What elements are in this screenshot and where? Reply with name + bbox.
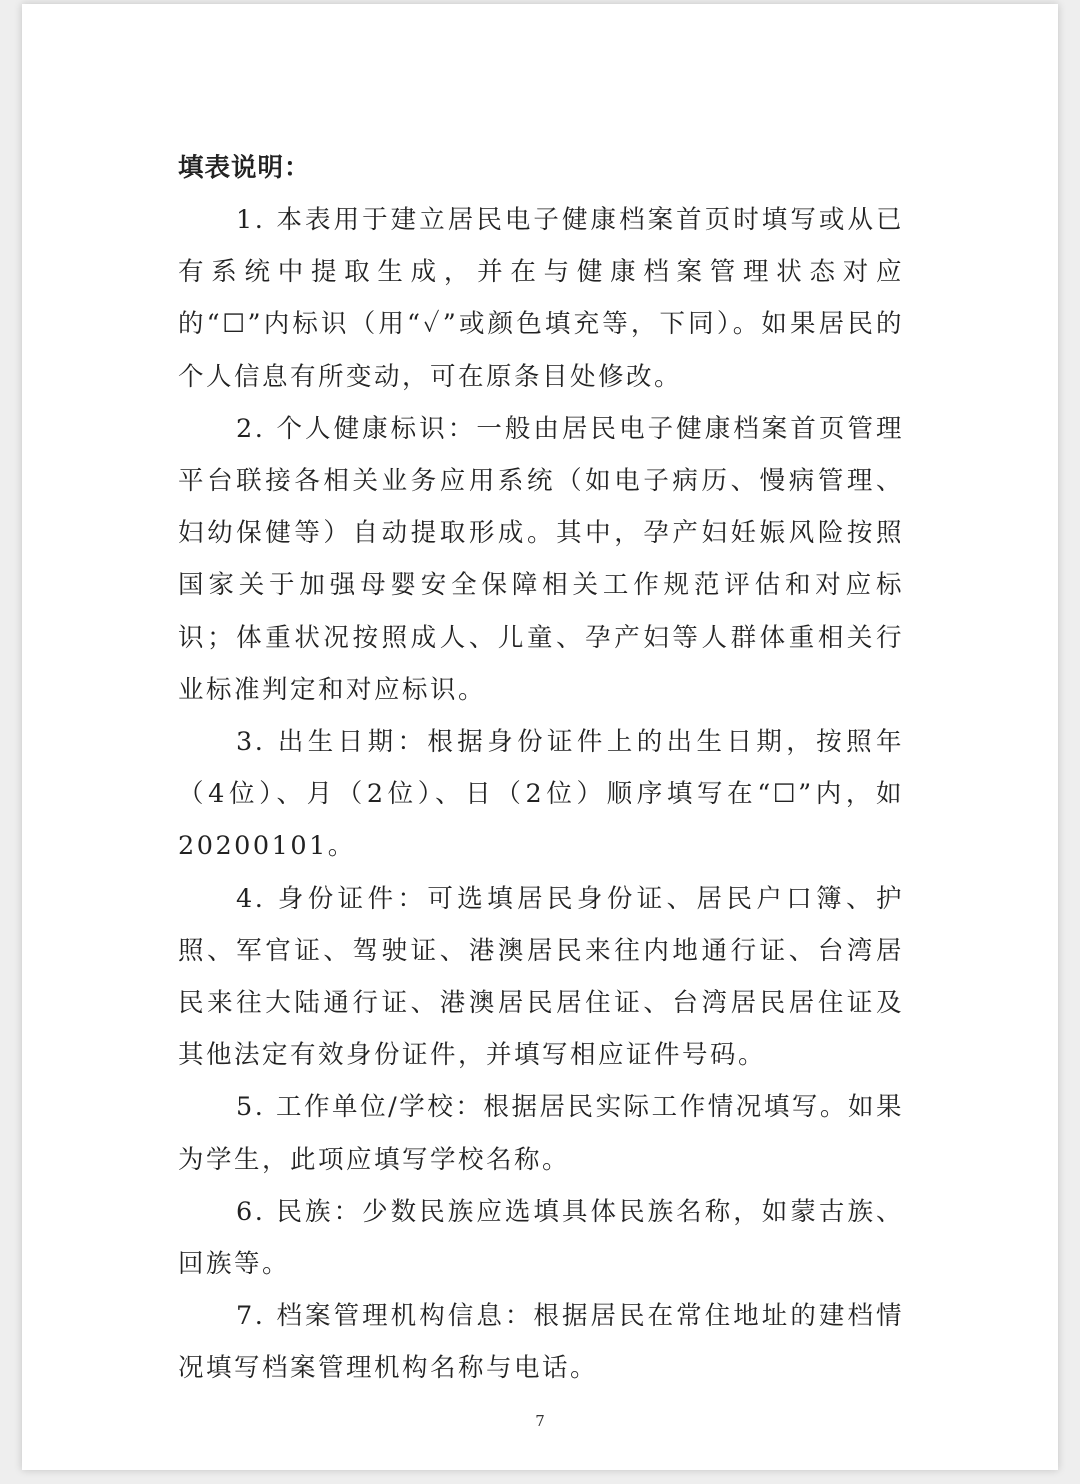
instruction-item-1: 1. 本表用于建立居民电子健康档案首页时填写或从已有系统中提取生成，并在与健康档案管理状态对应的“☐”内标识（用“✓”或颜色填充等，下同）。如果居民的个人信息有所变动，可在原条目处修改。 [178,205,904,392]
instruction-item-7: 7. 档案管理机构信息：根据居民在常住地址的建档情况填写档案管理机构名称与电话。 [178,1301,904,1384]
page-body [178,142,904,1395]
instruction-item-3: 3. 出生日期：根据身份证件上的出生日期，按照年（4位）、月（2位）、日（2位）顺序填写在“☐”内，如20200101。 [178,727,904,862]
instruction-item-5: 5. 工作单位/学校：根据居民实际工作情况填写。如果为学生，此项应填写学校名称。 [178,1092,904,1175]
instructions-heading: 填表说明： [178,153,311,183]
instruction-item-4: 4. 身份证件：可选填居民身份证、居民户口簿、护照、军官证、驾驶证、港澳居民来往内地通行证、台湾居民来往大陆通行证、港澳居民居住证、台湾居民居住证及其他法定有效身份证件，并填写相应证件号码。 [178,883,904,1071]
instruction-item-6: 6. 民族：少数民族应选填具体民族名称，如蒙古族、回族等。 [178,1196,904,1280]
instruction-item-2: 2. 个人健康标识：一般由居民电子健康档案首页管理平台联接各相关业务应用系统（如电子病历、慢病管理、妇幼保健等）自动提取形成。其中，孕产妇妊娠风险按照国家关于加强母婴安全保障相关工作规范评估和对应标识；体重状况按照成人、儿童、孕产妇等人群体重相关行业标准判定和对应标识。 [178,413,904,705]
document-page [22,4,1058,1470]
page-number: 7 [535,1412,545,1430]
